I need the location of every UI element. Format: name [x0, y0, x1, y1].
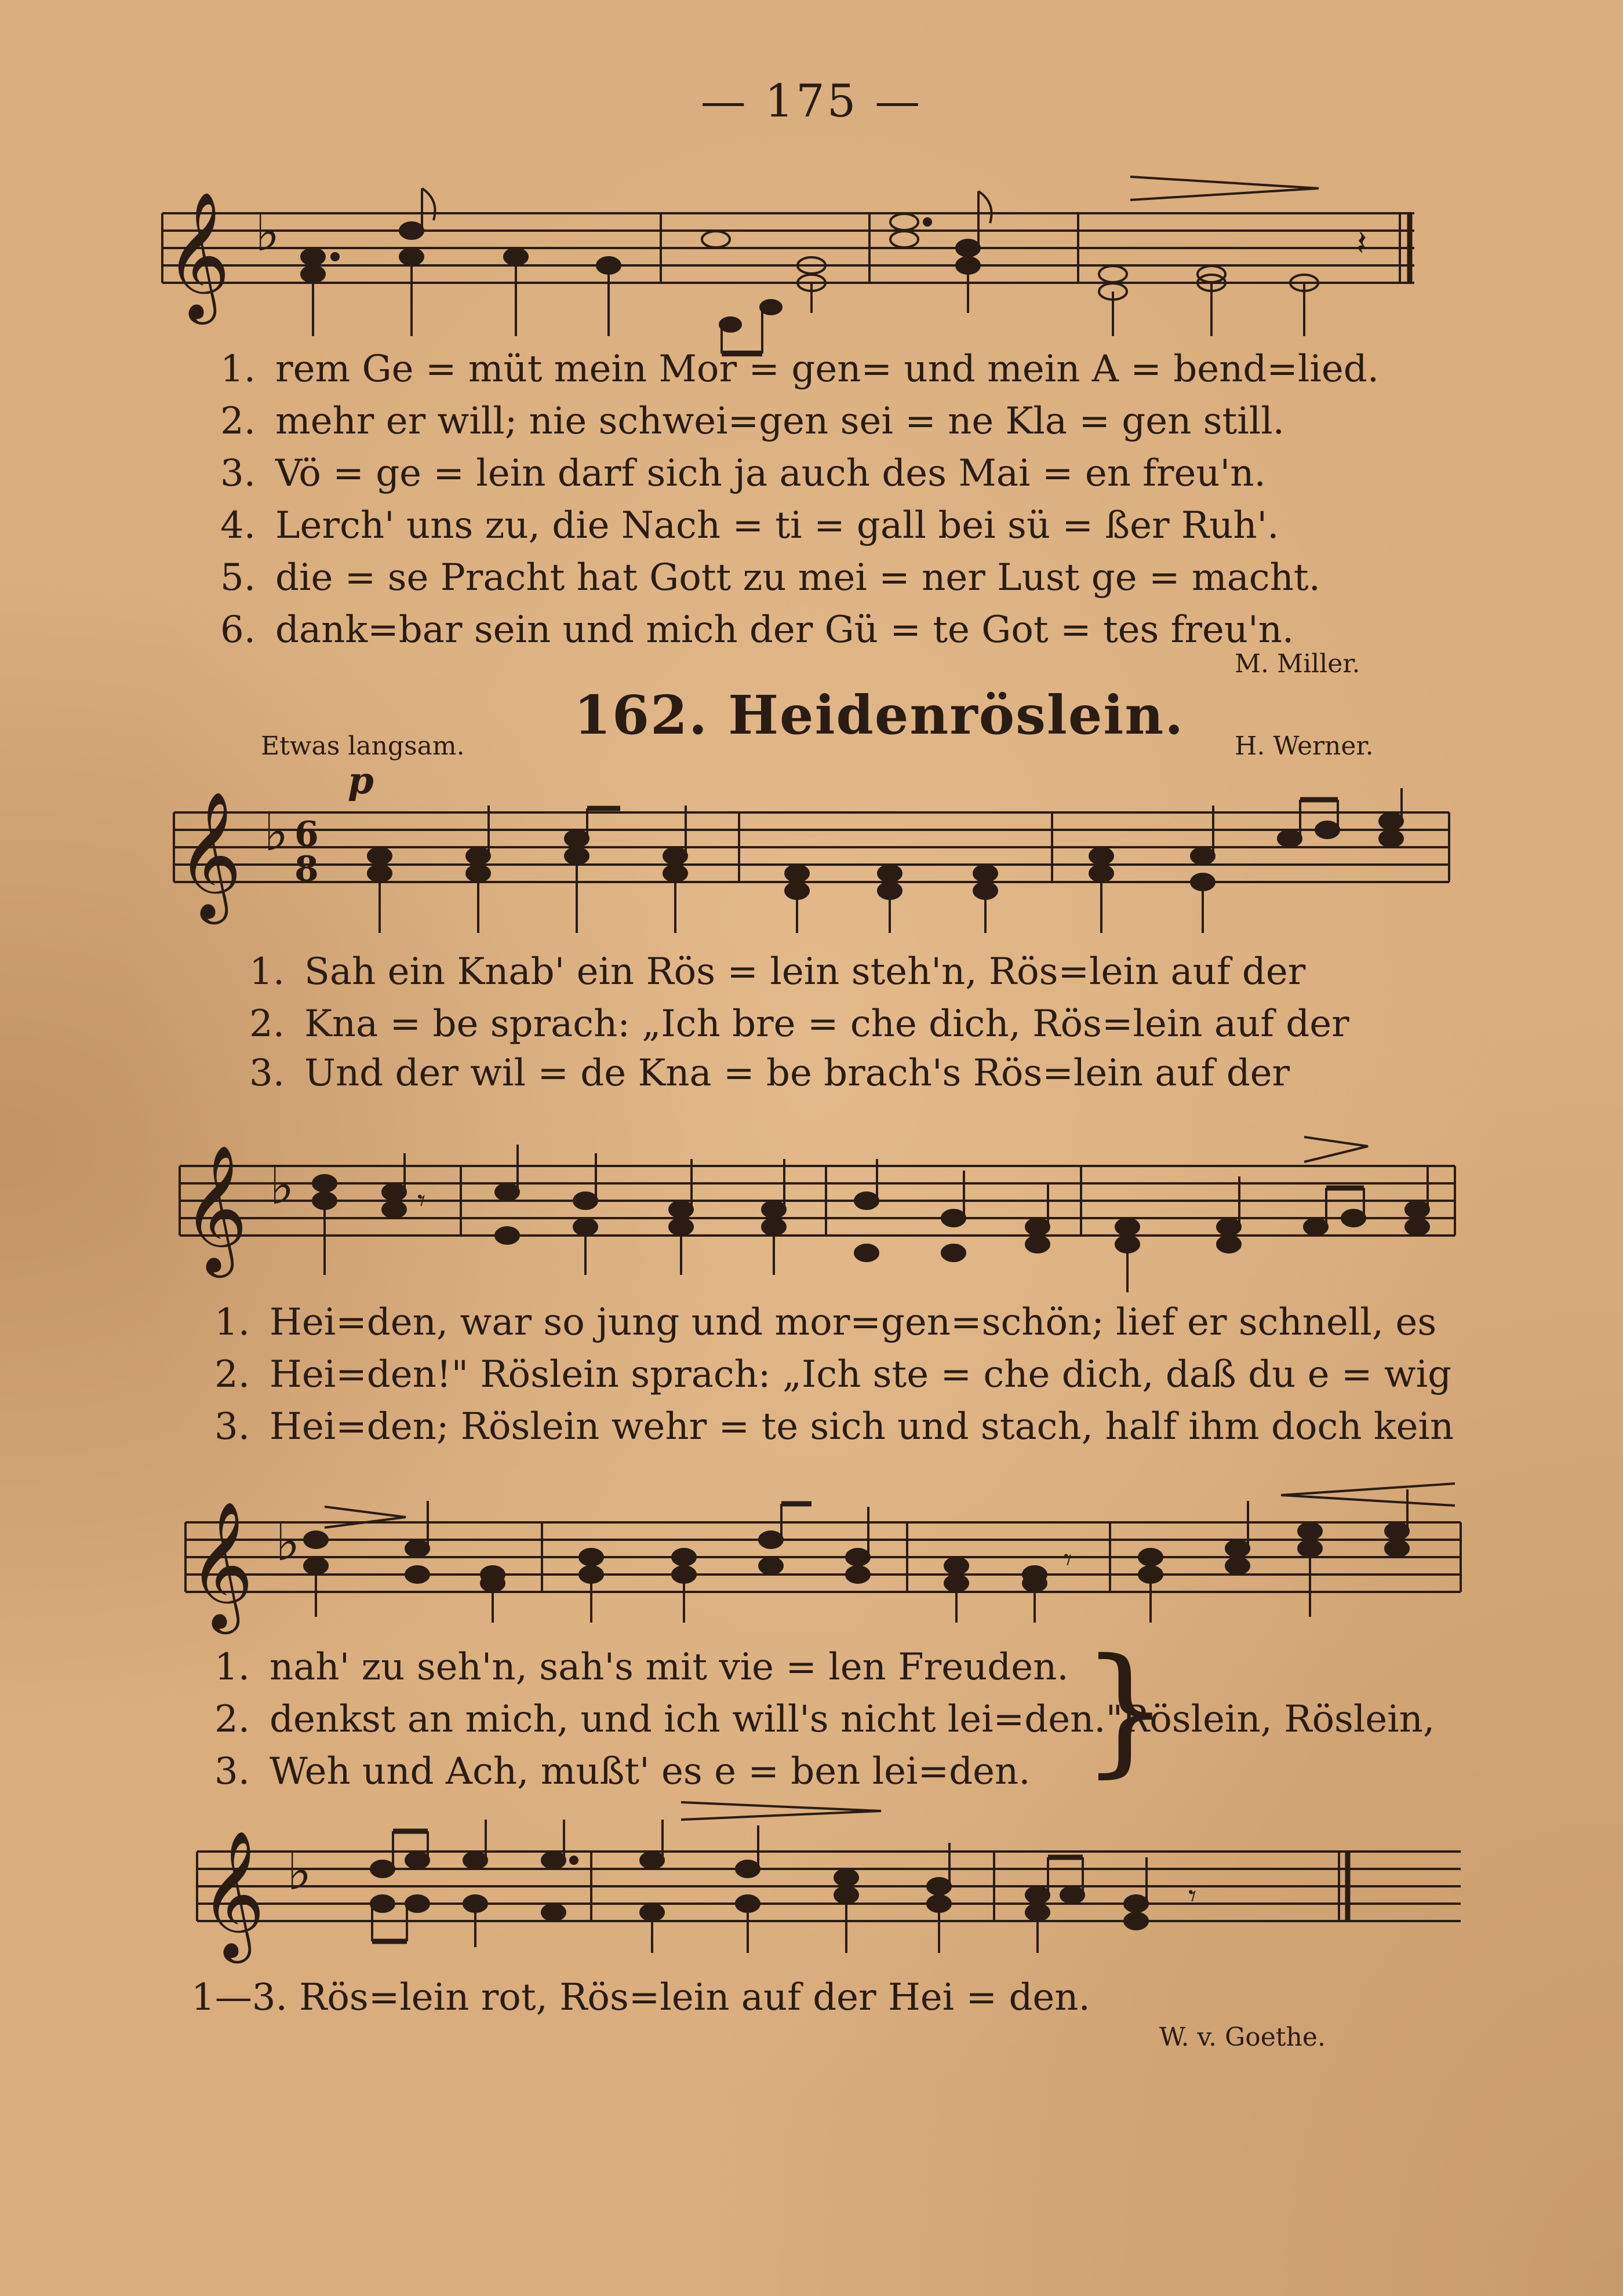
staff-system-2 — [180, 1166, 1455, 1236]
svg-text:𝄞: 𝄞 — [183, 1144, 248, 1272]
author-credit: M. Miller. — [1235, 649, 1360, 679]
time-signature-bottom: 8 — [294, 849, 319, 890]
verse-line: 3. Hei=den; Röslein wehr = te sich und stach, half ihm doch kein — [214, 1405, 1454, 1448]
verse-line: 1. nah' zu seh'n, sah's mit vie = len Freuden. — [214, 1646, 1069, 1689]
svg-text:♭: ♭ — [264, 802, 289, 863]
verse-line: 3. Weh und Ach, mußt' es e = ben lei=den. — [214, 1750, 1031, 1793]
refrain-text: Röslein, Röslein, — [1122, 1698, 1435, 1741]
verse-line: 4. Lerch' uns zu, die Nach = ti = gall bei sü = ßer Ruh'. — [220, 504, 1279, 547]
page-number: — 175 — — [700, 75, 923, 127]
flat-icon: ♭ — [255, 202, 280, 263]
svg-text:𝄾: 𝄾 — [1188, 1878, 1197, 1914]
verse-line: 1. rem Ge = müt mein Mor = gen= und mein A = bend=lied. — [220, 348, 1380, 391]
tempo-marking: Etwas langsam. — [261, 731, 465, 761]
time-signature-top: 6 — [294, 814, 319, 855]
verse-line: 3. Und der wil = de Kna = be brach's Rös=lein auf der — [249, 1052, 1290, 1095]
svg-text:♭: ♭ — [287, 1841, 312, 1902]
verse-line: 2. Hei=den!" Röslein sprach: „Ich ste = che dich, daß du e = wig — [214, 1353, 1452, 1396]
verse-line: 1. Sah ein Knab' ein Rös = lein steh'n, Rös=lein auf der — [249, 950, 1306, 993]
composer-credit: H. Werner. — [1235, 731, 1374, 761]
staff-system-3 — [185, 1522, 1461, 1592]
svg-text:𝄞: 𝄞 — [188, 1500, 254, 1628]
verse-line: 3. Vö = ge = lein darf sich ja auch des Mai = en freu'n. — [220, 452, 1266, 495]
verse-line: 2. mehr er will; nie schwei=gen sei = ne Kla = gen still. — [220, 400, 1284, 443]
verse-line: 2. denkst an mich, und ich will's nicht lei=den." — [214, 1698, 1123, 1741]
song-title: 162. Heidenröslein. — [574, 684, 1185, 746]
refrain-final-line: 1—3. Rös=lein rot, Rös=lein auf der Hei = den. — [191, 1976, 1090, 2019]
svg-text:𝄽: 𝄽 — [1356, 223, 1367, 264]
dynamic-marking: p — [348, 759, 374, 803]
svg-text:♭: ♭ — [275, 1512, 300, 1573]
staff-system-1 — [174, 812, 1449, 882]
staff-prev-song — [162, 213, 1414, 283]
svg-text:𝄾: 𝄾 — [417, 1182, 426, 1219]
verse-line: 5. die = se Pracht hat Gott zu mei = ner Lust ge = macht. — [220, 556, 1320, 599]
verse-line: 2. Kna = be sprach: „Ich bre = che dich, Rös=lein auf der — [249, 1003, 1349, 1045]
svg-text:♭: ♭ — [270, 1156, 294, 1216]
brace-icon: } — [1081, 1628, 1170, 1791]
svg-text:𝄾: 𝄾 — [1064, 1541, 1072, 1578]
poet-credit: W. v. Goethe. — [1159, 2022, 1326, 2052]
svg-text:𝄞: 𝄞 — [200, 1829, 265, 1958]
treble-clef-icon: 𝄞 — [177, 790, 242, 919]
treble-clef-icon: 𝄞 — [165, 191, 231, 319]
verse-line: 1. Hei=den, war so jung und mor=gen=schön; lief er schnell, es — [214, 1301, 1437, 1344]
verse-line: 6. dank=bar sein und mich der Gü = te Got = tes freu'n. — [220, 608, 1294, 651]
